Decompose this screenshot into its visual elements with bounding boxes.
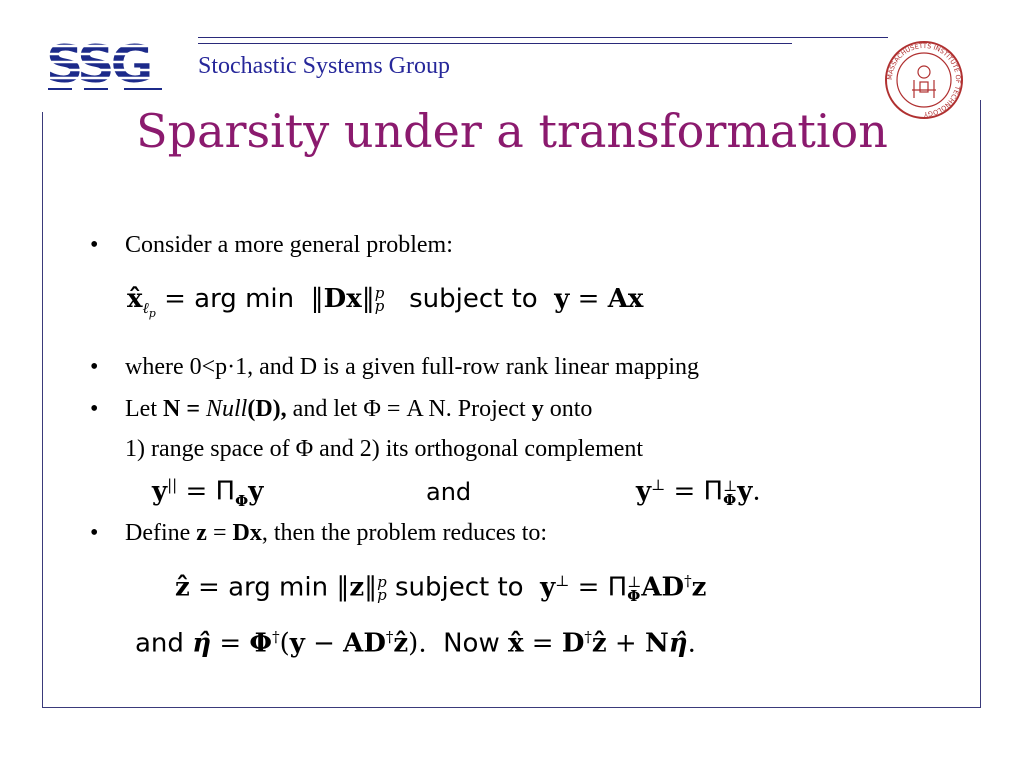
equation-4: and η̂ = Φ†(y − AD†ẑ). Now x̂ = D†ẑ + Nη̂. xyxy=(135,628,696,659)
bullet-3-text: Let N = Null(D), and let Φ = A N. Project y onto xyxy=(125,396,593,422)
equation-2: $y^{||} = \Pi_\Phi y$ xyxy=(152,476,264,510)
header-rule-bottom xyxy=(198,43,792,44)
frame-left xyxy=(42,112,43,708)
bullet-dot: • xyxy=(90,354,99,380)
equation-2-and: and xyxy=(426,478,472,506)
equation-3: ẑ = arg min ‖z‖p p subject to y⊥ = Π⊥ ΦAD†z xyxy=(175,572,707,605)
equation-2-perp: y⊥ = Π⊥ Φy. xyxy=(636,476,761,509)
equation-1: $x̂_{\ell_p}$ = arg min ‖Dx‖p p subject to y = Ax xyxy=(127,284,644,321)
bullet-dot: • xyxy=(90,232,99,258)
bullet-1-text: Consider a more general problem: xyxy=(125,232,453,258)
bullet-dot: • xyxy=(90,520,99,546)
frame-bottom xyxy=(42,707,981,708)
ssg-logo xyxy=(42,32,182,94)
frame-right xyxy=(980,100,981,708)
group-name: Stochastic Systems Group xyxy=(198,53,450,79)
svg-text:MASSACHUSETTS INSTITUTE OF TEC: MASSACHUSETTS INSTITUTE OF TECHNOLOGY xyxy=(885,41,963,119)
bullet-2-text: where 0<p·1, and D is a given full-row rank linear mapping xyxy=(125,354,700,380)
ssg-logo-text: SSG xyxy=(46,35,150,94)
bullet-4-text: Define z = Dx, then the problem reduces to: xyxy=(125,520,548,546)
bullet-3-line2: 1) range space of Φ and 2) its orthogonal complement xyxy=(125,436,644,462)
header-rule-top xyxy=(198,37,888,38)
slide-title: Sparsity under a transformation xyxy=(136,104,888,158)
bullet-dot: • xyxy=(90,396,99,422)
